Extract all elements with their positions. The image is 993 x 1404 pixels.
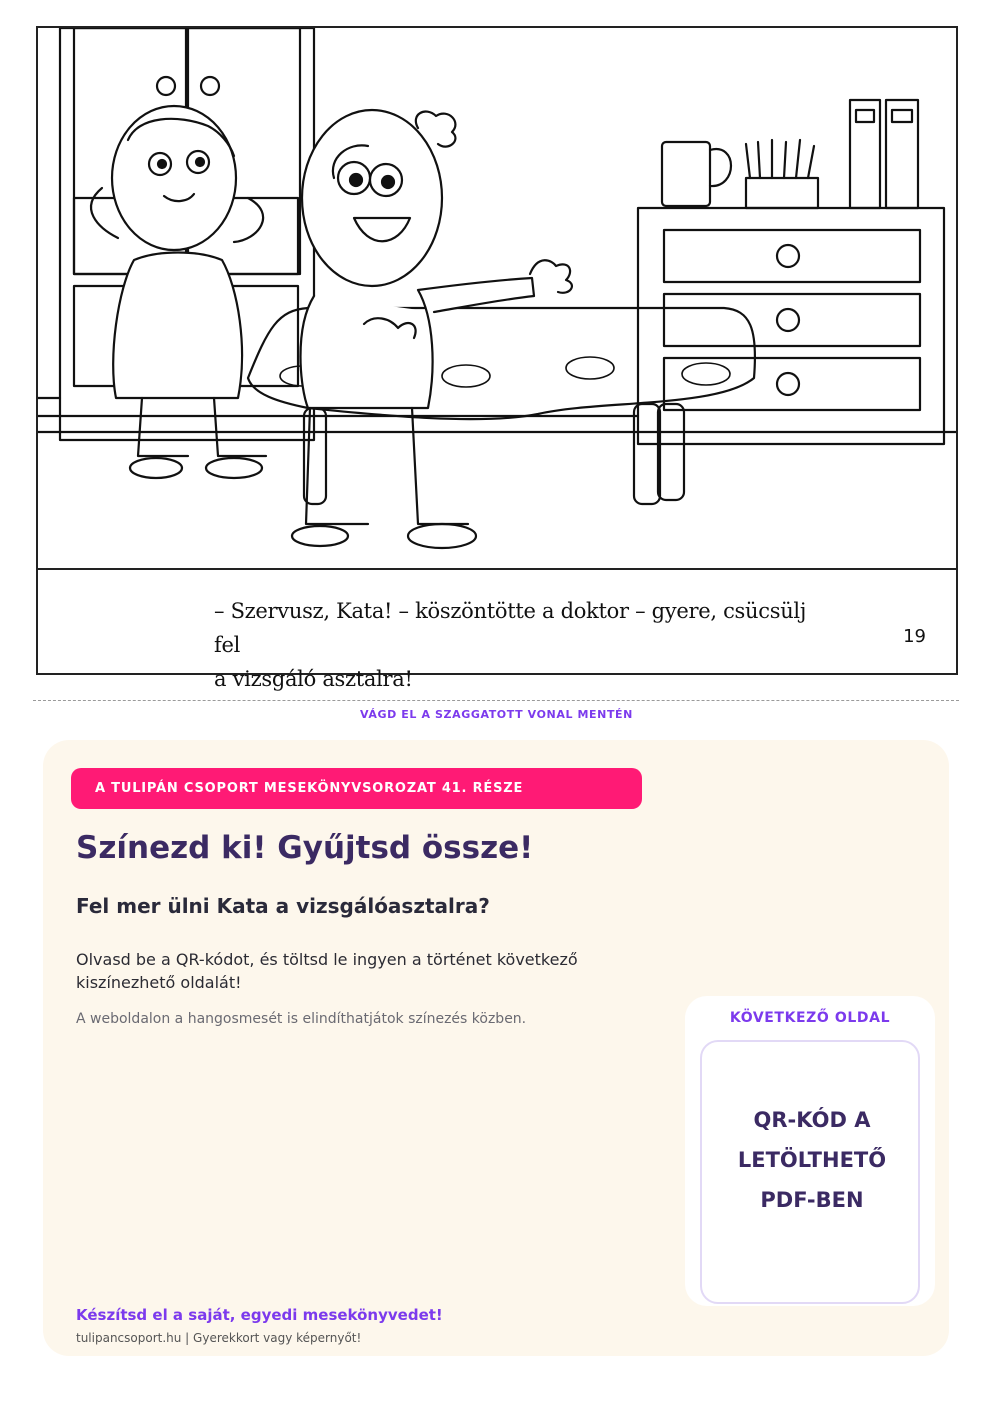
caption-line-1: – Szervusz, Kata! – köszöntötte a doktor – gyere, csücsülj fel	[214, 599, 807, 657]
qr-card-title: KÖVETKEZŐ OLDAL	[729, 1010, 891, 1026]
page-number: 19	[903, 626, 926, 647]
story-caption	[214, 594, 814, 696]
doctor	[292, 110, 572, 548]
qr-code-placeholder[interactable]	[700, 1040, 920, 1304]
series-banner: A TULIPÁN CSOPORT MESEKÖNYVSOROZAT 41. RÉSZE	[71, 768, 642, 809]
caption-line-2: a vizsgáló asztalra!	[214, 667, 413, 691]
footer-info: tulipancsoport.hu | Gyerekkort vagy képernyőt!	[76, 1331, 362, 1345]
footer-cta: Készítsd el a saját, egyedi mesekönyvedet!	[76, 1306, 443, 1324]
subheadline: Fel mer ülni Kata a vizsgálóasztalra?	[76, 894, 490, 918]
note-text: A weboldalon a hangosmesét is elindíthatjátok színezés közben.	[76, 1011, 527, 1027]
qr-placeholder-text: QR-KÓD A LETÖLTHETŐ PDF-BEN	[737, 1108, 887, 1212]
qr-card	[685, 996, 935, 1306]
headline: Színezd ki! Gyűjtsd össze!	[76, 830, 534, 866]
coloring-illustration	[36, 26, 958, 691]
dashed-cut-line	[33, 700, 959, 701]
desk-items	[662, 100, 918, 208]
body-text: Olvasd be a QR-kódot, és töltsd le ingyen a történet következő kiszínezhető oldalát!	[76, 950, 578, 992]
coloring-drawing	[38, 28, 956, 568]
caption-box	[38, 568, 956, 691]
girl-kata	[91, 106, 266, 478]
promo-panel	[43, 740, 949, 1356]
cut-instruction: VÁGD EL A SZAGGATOTT VONAL MENTÉN	[360, 708, 633, 721]
